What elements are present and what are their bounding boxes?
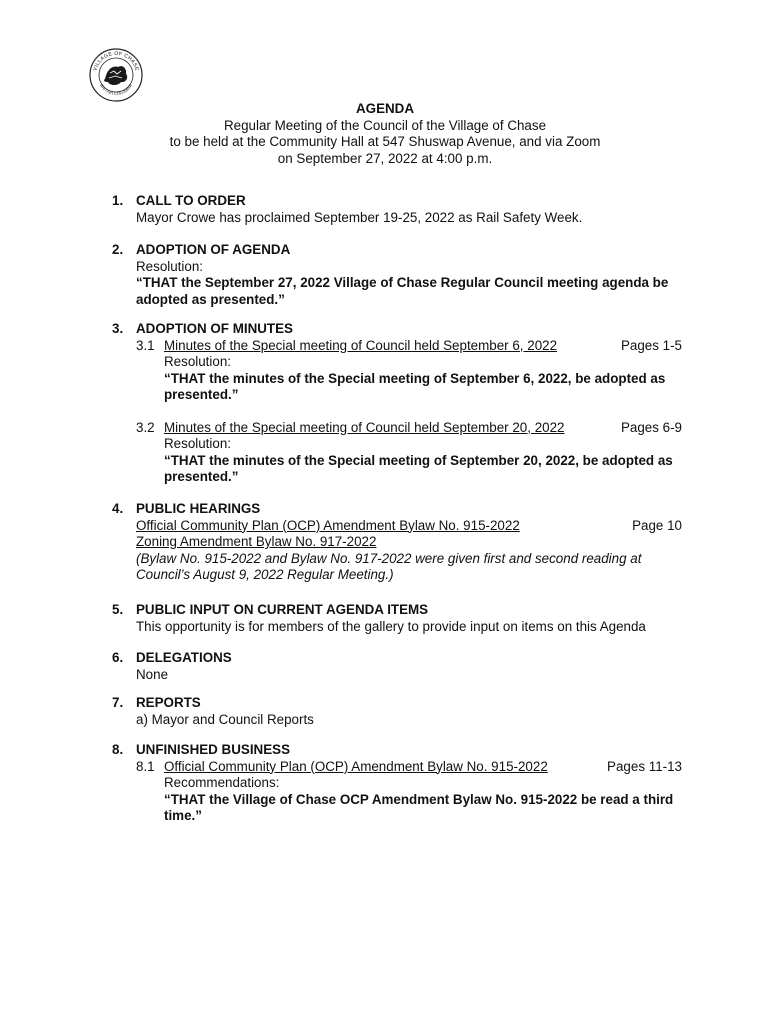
sub-item-3-2 [136,420,687,486]
minutes-link-sept-20[interactable]: Minutes of the Special meeting of Council held September 20, 2022 [164,419,565,435]
agenda-item-public-input [112,602,687,635]
agenda-item-unfinished-business [112,742,687,825]
resolution-text: “THAT the September 27, 2022 Village of Chase Regular Council meeting agenda be adopted as presented.” [136,275,669,307]
resolution-label: Resolution: [164,436,231,451]
item-number: 2. [112,242,124,257]
item-heading: DELEGATIONS [136,650,232,665]
bylaw-note: (Bylaw No. 915-2022 and Bylaw No. 917-2022 were given first and second reading at Council’s August 9, 2022 Regular Meeting.) [136,550,642,582]
item-number: 5. [112,602,124,617]
page-reference: Page 10 [632,517,682,533]
agenda-header [0,101,770,167]
page-reference: Pages 11-13 [607,758,682,774]
svg-text:VILLAGE OF CHASE: VILLAGE OF CHASE [92,50,140,72]
item-heading: REPORTS [136,695,201,710]
item-heading: UNFINISHED BUSINESS [136,742,291,757]
item-heading: PUBLIC INPUT ON CURRENT AGENDA ITEMS [136,602,429,617]
item-heading: ADOPTION OF AGENDA [136,242,291,257]
meeting-datetime: on September 27, 2022 at 4:00 p.m. [277,150,493,166]
agenda-item-adoption-of-agenda [112,242,687,308]
item-number: 6. [112,650,124,665]
agenda-item-adoption-of-minutes [112,321,687,486]
item-heading: CALL TO ORDER [136,193,246,208]
resolution-label: Resolution: [164,354,231,369]
sub-item-8-1 [136,759,687,825]
svg-text:BRITISH COLUMBIA: BRITISH COLUMBIA [98,82,134,97]
sub-item-3-1 [136,338,687,404]
item-text: a) Mayor and Council Reports [136,711,314,727]
sub-item-number: 8.1 [136,758,155,774]
item-text: This opportunity is for members of the gallery to provide input on items on this Agenda [136,618,646,634]
ocp-bylaw-link[interactable]: Official Community Plan (OCP) Amendment Bylaw No. 915-2022 [164,758,548,774]
item-text: None [136,666,169,682]
recommendations-label: Recommendations: [164,775,280,790]
minutes-link-sept-6[interactable]: Minutes of the Special meeting of Council held September 6, 2022 [164,337,558,353]
resolution-text: “THAT the minutes of the Special meeting of September 6, 2022, be adopted as presented.” [164,370,666,402]
item-number: 7. [112,695,124,710]
resolution-label: Resolution: [136,258,203,274]
village-seal-logo [88,47,144,103]
zoning-bylaw-link[interactable]: Zoning Amendment Bylaw No. 917-2022 [136,534,377,549]
sub-item-number: 3.2 [136,419,155,435]
sub-item-number: 3.1 [136,337,155,353]
item-heading: PUBLIC HEARINGS [136,501,261,516]
ocp-bylaw-link[interactable]: Official Community Plan (OCP) Amendment Bylaw No. 915-2022 [136,517,520,533]
page-reference: Pages 6-9 [620,419,682,435]
item-number: 1. [112,193,124,208]
meeting-location: to be held at the Community Hall at 547 Shuswap Avenue, and via Zoom [169,134,601,149]
agenda-item-call-to-order [112,193,687,226]
recommendation-text: “THAT the Village of Chase OCP Amendment Bylaw No. 915-2022 be read a third time.” [164,791,674,823]
agenda-item-delegations [112,650,687,683]
agenda-title: AGENDA [355,101,415,116]
item-number: 4. [112,501,124,516]
page-reference: Pages 1-5 [620,337,682,353]
resolution-text: “THAT the minutes of the Special meeting of September 20, 2022, be adopted as presented.” [164,452,673,484]
item-number: 8. [112,742,124,757]
item-number: 3. [112,321,124,336]
agenda-item-public-hearings [112,501,687,584]
meeting-name: Regular Meeting of the Council of the Village of Chase [223,117,547,133]
item-heading: ADOPTION OF MINUTES [136,321,293,336]
agenda-item-reports [112,695,687,728]
item-text: Mayor Crowe has proclaimed September 19-25, 2022 as Rail Safety Week. [136,209,583,225]
